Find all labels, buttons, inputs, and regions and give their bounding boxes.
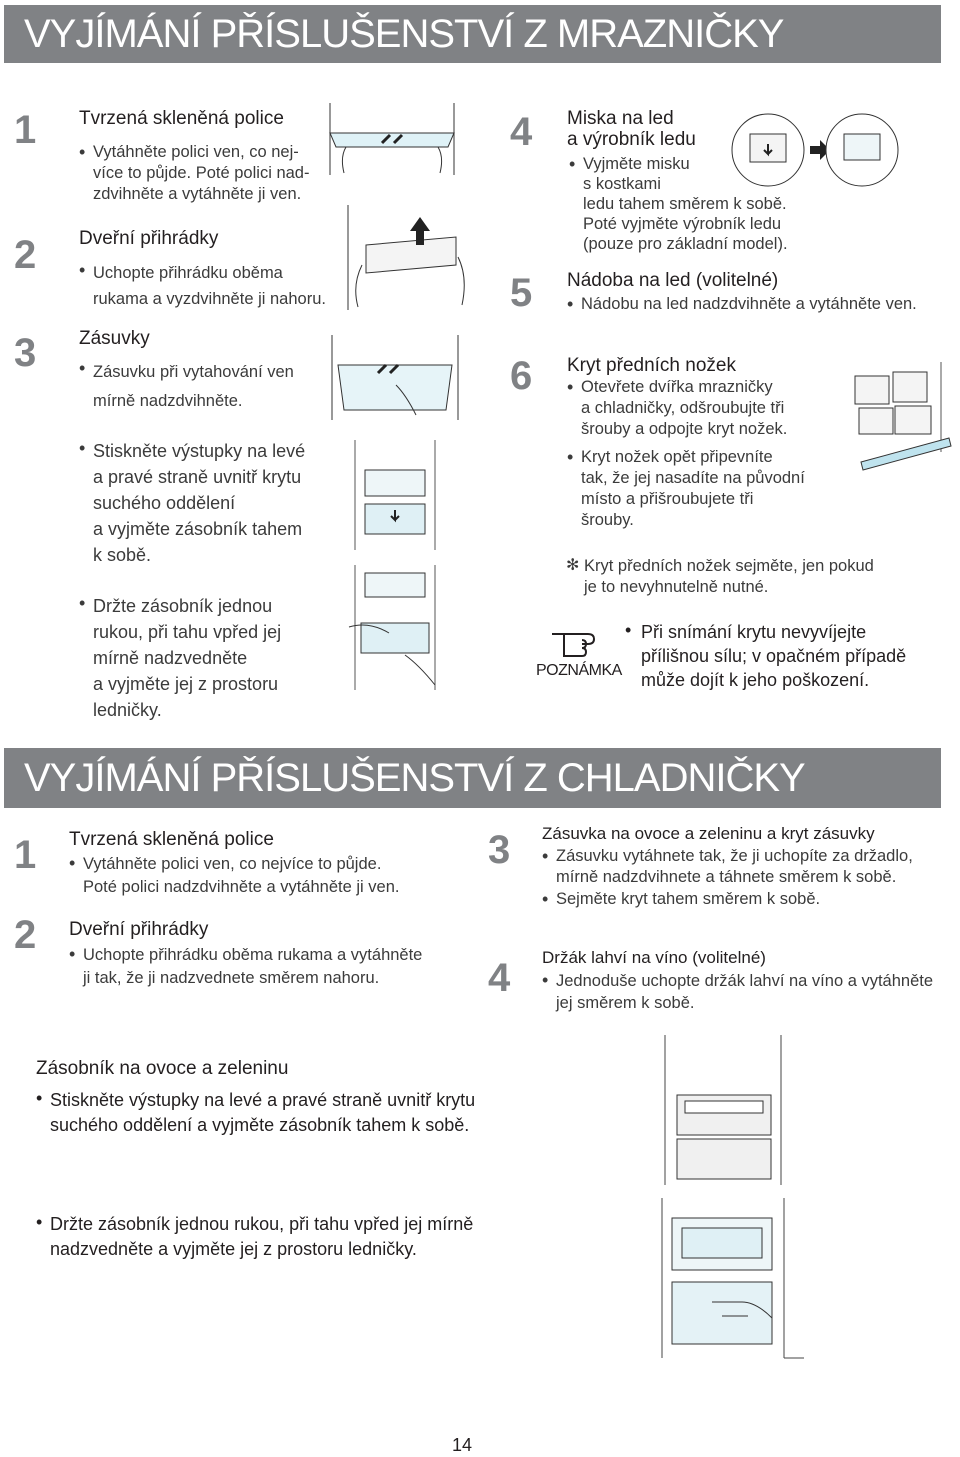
crisper-remove-illustration (652, 1198, 812, 1368)
asterisk-icon: ✻ (566, 557, 580, 574)
door-bin-illustration (340, 205, 470, 310)
freezer-step-6-text-2 (567, 447, 841, 531)
bullet-icon: • (79, 358, 86, 378)
freezer-step-4-number: 4 (510, 112, 558, 152)
ice-tray-illustration (730, 112, 902, 190)
text-line: Držte zásobník jednou rukou, při tahu vpřed jej mírně (50, 1214, 474, 1234)
text-line: ledu tahem směrem k sobě. (583, 195, 787, 213)
text-line: Stiskněte výstupky na levé (93, 441, 306, 461)
freezer-step-2-text (79, 260, 333, 312)
bullet-icon: • (542, 846, 549, 866)
text-line: Uchopte přihrádku oběma rukama a vytáhněte (83, 946, 423, 964)
text-line: Kryt nožek opět připevníte (581, 448, 773, 466)
text-line: Poté polici nadzdvihněte a vytáhněte ji ven. (83, 878, 400, 896)
text-line: Při snímání krytu nevyvíjejte (641, 622, 867, 642)
page-number: 14 (452, 1435, 473, 1455)
text-line: Vytáhněte polici ven, co nejvíce to půjde. (83, 855, 382, 873)
bullet-icon: • (542, 970, 549, 990)
fridge-title-banner (4, 748, 941, 808)
bullet-icon: • (79, 142, 86, 162)
bullet-icon: • (36, 1212, 43, 1232)
text-line: Otevřete dvířka mrazničky (581, 378, 773, 396)
text-line: tak, že jej nasadíte na původní (581, 469, 805, 487)
fridge-step-4-heading: Držák lahví na víno (volitelné) (542, 948, 766, 967)
freezer-step-6-text (567, 377, 841, 440)
glass-shelf-illustration (322, 103, 462, 175)
fridge-step-3-text-2 (542, 889, 956, 910)
remove-crisper-illustration (345, 565, 445, 690)
fridge-step-3-text (542, 846, 956, 888)
bullet-icon: • (79, 438, 86, 458)
text-line: Kryt předních nožek sejměte, jen pokud (584, 557, 874, 575)
bullet-icon: • (79, 593, 86, 613)
text-line: Poté vyjměte výrobník ledu (583, 215, 782, 233)
freezer-step-1-text (79, 142, 333, 205)
text-line: s kostkami (583, 175, 661, 193)
leg-cover-illustration (845, 362, 955, 487)
text-line: a vyjměte jej z prostoru (93, 674, 279, 694)
fridge-step-3-number: 3 (488, 830, 536, 870)
crisper-text (36, 1088, 610, 1138)
text-line: a pravé straně uvnitř krytu (93, 467, 302, 487)
fridge-step-4-number: 4 (488, 958, 536, 998)
text-line: Nádobu na led nadzdvihněte a vytáhněte ven. (581, 295, 917, 313)
fridge-step-1-text (69, 853, 463, 899)
bullet-icon: • (625, 620, 632, 640)
freezer-step-6-heading: Kryt předních nožek (567, 355, 736, 376)
text-line: místo a přišroubujete tři (581, 490, 754, 508)
text-line: suchého oddělení (93, 493, 236, 513)
heading-line: a výrobník ledu (567, 129, 696, 150)
text-line: Sejměte kryt tahem směrem k sobě. (556, 890, 821, 908)
text-line: ledničky. (93, 700, 162, 720)
pointing-hand-icon (548, 622, 606, 662)
freezer-step-2-heading: Dveřní přihrádky (79, 228, 219, 249)
text-line: jej směrem k sobě. (556, 994, 695, 1012)
text-line: mírně nadzdvihnete a táhnete směrem k sobě. (556, 868, 897, 886)
fridge-step-3-heading: Zásuvka na ovoce a zeleninu a kryt zásuvky (542, 824, 875, 843)
bullet-icon: • (567, 447, 574, 467)
freezer-step-4-heading (567, 108, 696, 150)
text-line: mírně nadzdvihněte. (93, 392, 243, 410)
text-line: Zásuvku vytáhnete tak, že ji uchopíte za držadlo, (556, 847, 913, 865)
fridge-step-1-heading: Tvrzená skleněná police (69, 829, 274, 850)
text-line: šrouby a odpojte kryt nožek. (581, 420, 788, 438)
freezer-step-1-number: 1 (14, 110, 62, 150)
bullet-icon: • (79, 260, 86, 280)
freezer-title: VYJÍMÁNÍ PŘÍSLUŠENSTVÍ Z MRAZNIČKY (24, 11, 784, 56)
fridge-step-2-text (69, 944, 463, 990)
text-line: Vytáhněte polici ven, co nej- (93, 143, 299, 161)
text-line: a vyjměte zásobník tahem (93, 519, 303, 539)
freezer-step-3-number: 3 (14, 333, 62, 373)
freezer-star-note (566, 556, 904, 598)
text-line: ji tak, že ji nadzvednete směrem nahoru. (83, 969, 380, 987)
freezer-drawer-illustration (326, 335, 464, 420)
fridge-step-2-heading: Dveřní přihrádky (69, 919, 209, 940)
text-line: rukama a vyzdvihněte ji nahoru. (93, 290, 326, 308)
text-line: a chladničky, odšroubujte tři (581, 399, 785, 417)
crisper-cover-illustration (655, 1035, 795, 1185)
bullet-icon: • (569, 154, 576, 174)
dry-compartment-illustration (345, 440, 445, 550)
freezer-step-1-heading: Tvrzená skleněná police (79, 108, 284, 129)
freezer-step-3-extra-1 (79, 438, 343, 568)
heading-line: Miska na led (567, 108, 674, 129)
text-line: více to půjde. Poté polici nad- (93, 164, 310, 182)
bullet-icon: • (567, 377, 574, 397)
text-line: je to nevyhnutelně nutné. (584, 578, 769, 596)
text-line: zdvihněte a vytáhněte ji ven. (93, 185, 302, 203)
freezer-step-5-number: 5 (510, 273, 558, 313)
fridge-title: VYJÍMÁNÍ PŘÍSLUŠENSTVÍ Z CHLADNIČKY (24, 755, 805, 800)
text-line: může dojít k jeho poškození. (641, 670, 870, 690)
freezer-step-6-number: 6 (510, 356, 558, 396)
freezer-step-3-text (79, 358, 333, 416)
freezer-note-text (625, 620, 941, 692)
note-label: POZNÁMKA (536, 662, 622, 679)
bullet-icon: • (36, 1088, 43, 1108)
text-line: rukou, při tahu vpřed jej (93, 622, 282, 642)
bullet-icon: • (542, 889, 549, 909)
freezer-step-3-extra-2 (79, 593, 343, 723)
bullet-icon: • (567, 294, 574, 314)
freezer-step-5-text (567, 294, 951, 315)
fridge-step-1-number: 1 (14, 835, 62, 875)
text-line: Uchopte přihrádku oběma (93, 264, 283, 282)
text-line: Jednoduše uchopte držák lahví na víno a vytáhněte (556, 972, 934, 990)
crisper-heading: Zásobník na ovoce a zeleninu (36, 1058, 289, 1079)
crisper-text-2 (36, 1212, 610, 1262)
text-line: šrouby. (581, 511, 634, 529)
text-line: Držte zásobník jednou (93, 596, 273, 616)
text-line: k sobě. (93, 545, 152, 565)
bullet-icon: • (69, 944, 76, 964)
text-line: Stiskněte výstupky na levé a pravé straně uvnitř krytu (50, 1090, 476, 1110)
fridge-step-4-text (542, 970, 956, 1014)
text-line: mírně nadzvedněte (93, 648, 248, 668)
text-line: suchého oddělení a vyjměte zásobník tahem k sobě. (50, 1115, 470, 1135)
text-line: Zásuvku při vytahování ven (93, 363, 294, 381)
freezer-step-2-number: 2 (14, 235, 62, 275)
freezer-step-5-heading: Nádoba na led (volitelné) (567, 270, 779, 291)
fridge-step-2-number: 2 (14, 915, 62, 955)
freezer-step-3-heading: Zásuvky (79, 328, 150, 349)
text-line: Vyjměte misku (583, 155, 690, 173)
bullet-icon: • (69, 853, 76, 873)
text-line: nadzvedněte a vyjměte jej z prostoru ledničky. (50, 1239, 417, 1259)
text-line: (pouze pro základní model). (583, 235, 788, 253)
freezer-title-banner (4, 5, 941, 63)
text-line: přílišnou sílu; v opačném případě (641, 646, 907, 666)
